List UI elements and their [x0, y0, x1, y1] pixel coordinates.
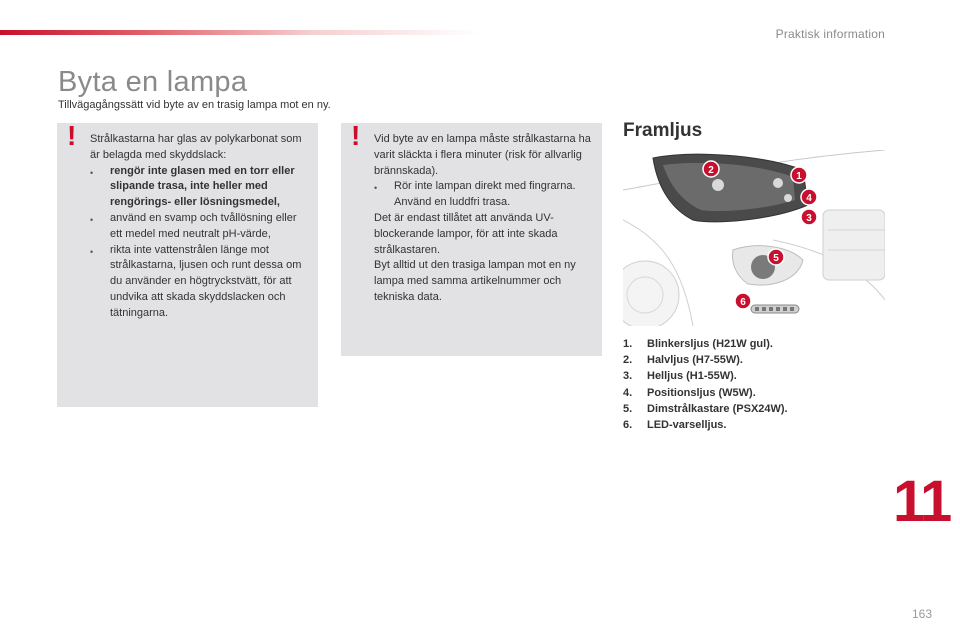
bullet-text: rikta inte vattenstrålen länge mot strålkastarna, ljusen och runt dessa om du använder en högtryckstvätt, för att undvika att skada skyddslacken och tätningarna.: [110, 243, 302, 319]
bullet-text: Rör inte lampan direkt med fingrarna. Använd en luddfri trasa.: [394, 180, 576, 209]
callout-number: 3: [806, 213, 812, 224]
callout-number: 6: [740, 297, 746, 308]
warning-paragraph: Byt alltid ut den trasiga lampan mot en ny lampa med samma artikelnummer och tekniska data.: [374, 259, 576, 303]
list-item-label: Blinkersljus (H21W gul).: [647, 338, 773, 350]
callout-4-badge: [801, 189, 817, 205]
list-item-label: Dimstrålkastare (PSX24W).: [647, 402, 788, 415]
warning-box-lens-care: [57, 120, 318, 407]
section-title: Praktisk information: [775, 27, 885, 41]
list-item-number: 1.: [623, 338, 633, 350]
header-accent-bar: [0, 30, 480, 35]
callout-number: 5: [773, 253, 779, 264]
exclamation-icon: !: [351, 120, 361, 151]
list-item: [623, 336, 788, 352]
callout-1-badge: [791, 167, 807, 183]
exclamation-icon: !: [67, 120, 77, 151]
page-title: Byta en lampa: [58, 66, 248, 98]
callout-3-badge: [801, 209, 817, 225]
bullet-text: rengör inte glasen med en torr eller slipande trasa, inte heller med rengörings- eller lösningsmedel,: [110, 164, 295, 209]
bullet-item: [90, 211, 310, 243]
page-number: 163: [912, 607, 933, 621]
bullet-icon: •: [374, 183, 378, 194]
bullet-text: använd en svamp och tvållösning eller ett medel med neutralt pH-värde,: [110, 211, 297, 240]
callout-number: 1: [796, 171, 802, 182]
parts-list: [623, 336, 788, 433]
bullet-item: [90, 243, 310, 322]
list-item: [623, 352, 788, 368]
list-item-label: LED-varselljus.: [647, 419, 727, 432]
warning-paragraph: Det är endast tillåtet att använda UV-blockerande lampor, för att inte skada strålkastaren.: [374, 211, 558, 256]
bullet-icon: •: [90, 167, 94, 178]
headlight-illustration: [623, 150, 885, 326]
bullet-icon: •: [90, 246, 94, 257]
callout-5-badge: [768, 249, 784, 265]
warning-intro: Strålkastarna har glas av polykarbonat som är belagda med skyddslack:: [90, 133, 302, 161]
list-item-number: 3.: [623, 370, 633, 383]
list-item-label: Halvljus (H7-55W).: [647, 354, 743, 367]
list-item-number: 2.: [623, 354, 633, 367]
list-item-number: 5.: [623, 402, 633, 415]
page-subtitle: Tillvägagångssätt vid byte av en trasig lampa mot en ny.: [58, 99, 331, 111]
list-item: [623, 401, 788, 417]
bullet-icon: •: [90, 214, 94, 225]
callout-number: 2: [708, 165, 714, 176]
list-item-label: Helljus (H1-55W).: [647, 370, 737, 383]
list-item-label: Positionsljus (W5W).: [647, 386, 756, 399]
bullet-item: [374, 179, 594, 211]
list-item-number: 6.: [623, 419, 633, 432]
callout-2-badge: [703, 161, 719, 177]
warning-box-bulb-safety: [341, 120, 602, 356]
warning-intro: Vid byte av en lampa måste strålkastarna ha varit släckta i flera minuter (risk för allvarlig brännskada).: [374, 133, 591, 177]
bullet-item: [90, 164, 310, 211]
list-item-number: 4.: [623, 386, 633, 399]
list-item: [623, 385, 788, 401]
chapter-number: 11: [893, 469, 951, 534]
list-item: [623, 368, 788, 384]
front-lights-heading: Framljus: [623, 120, 703, 141]
list-item: [623, 417, 788, 433]
callout-number: 4: [806, 193, 812, 204]
callout-6-badge: [735, 293, 751, 309]
